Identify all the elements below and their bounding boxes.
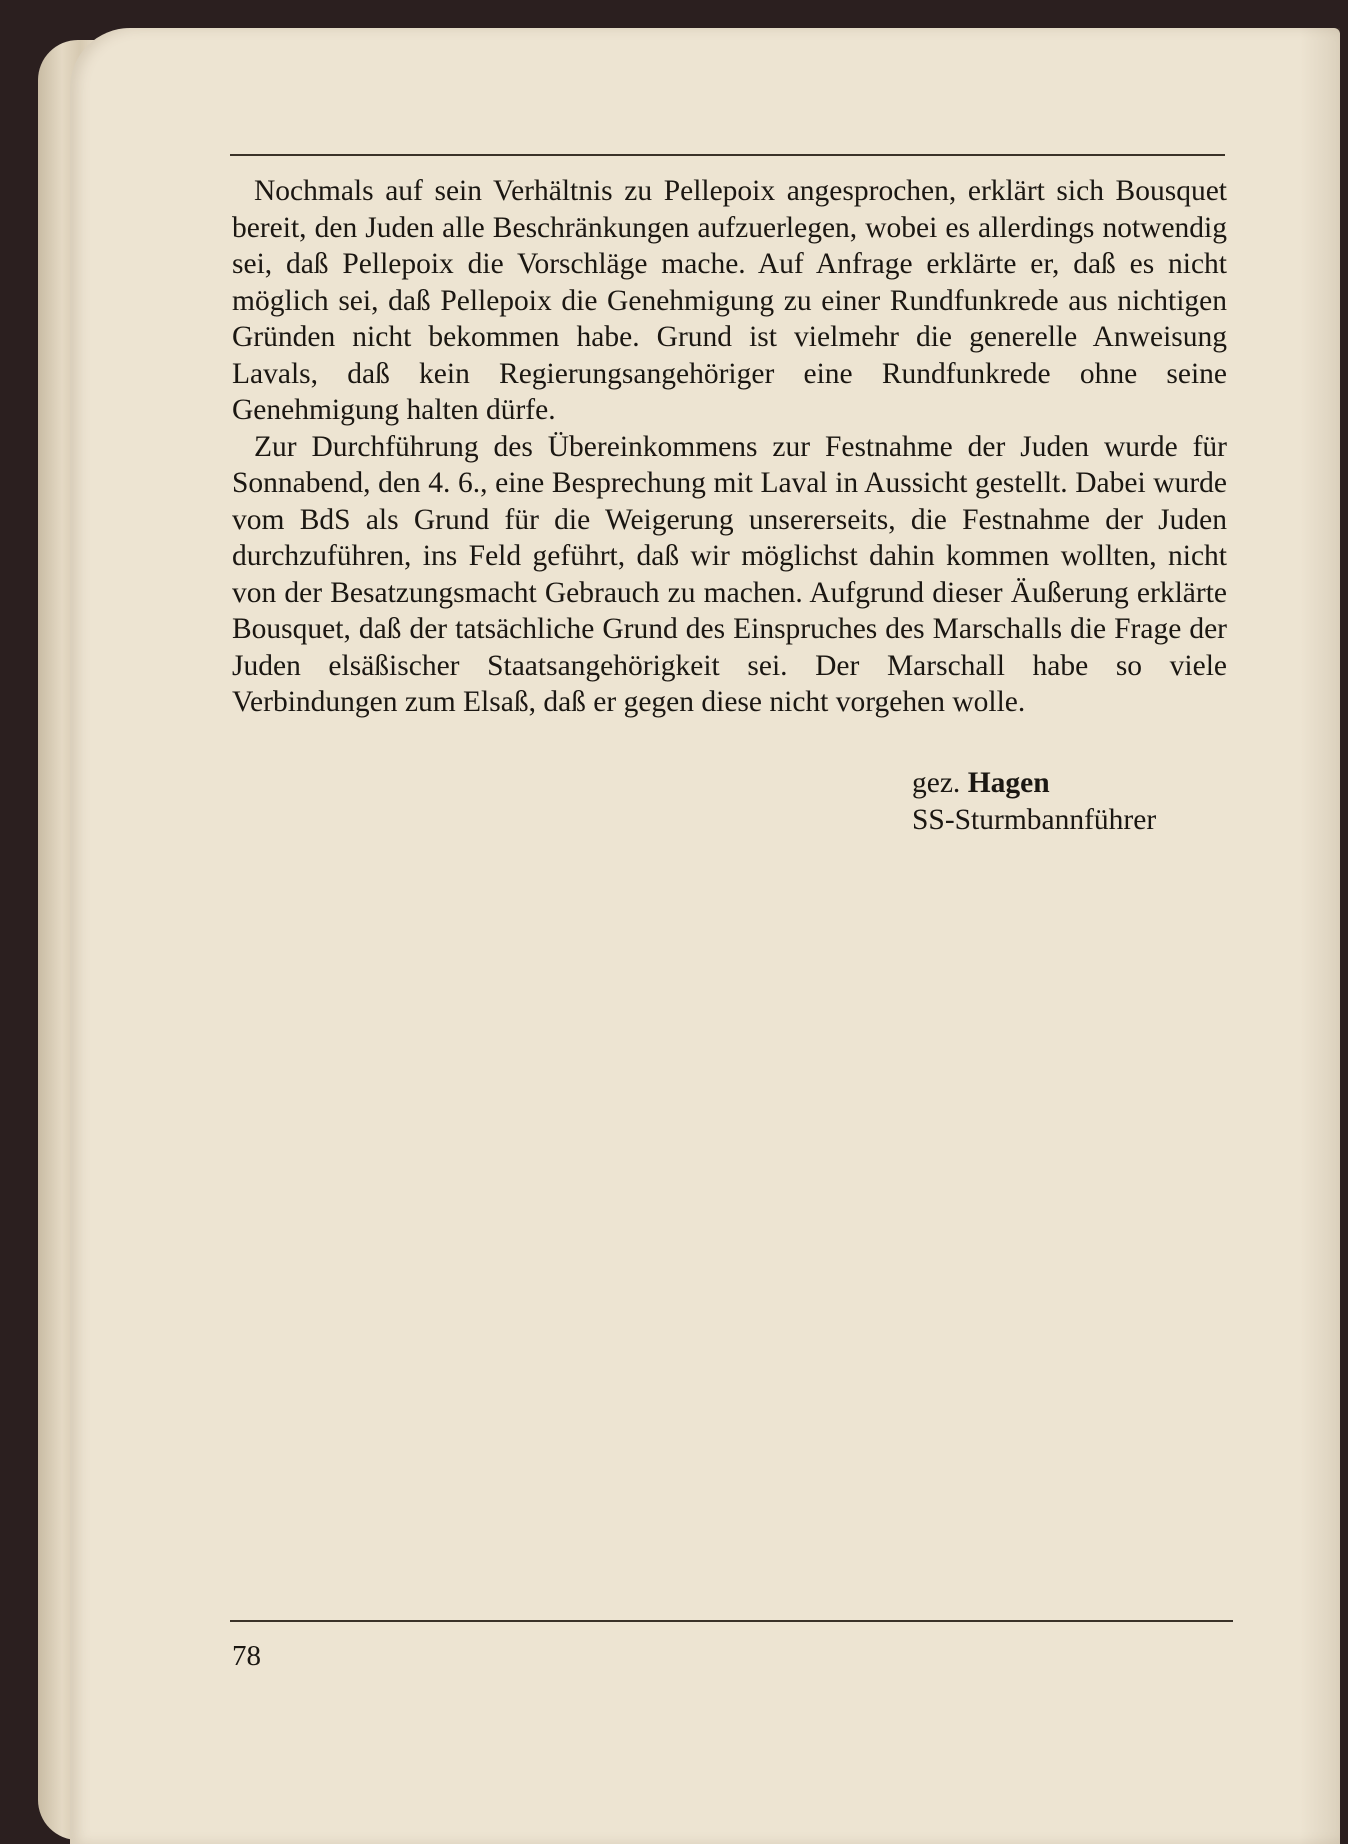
signature-name: Hagen (967, 767, 1050, 799)
signature-prefix: gez. (912, 767, 961, 799)
page-number: 78 (232, 1640, 261, 1672)
body-text (232, 173, 1227, 721)
top-rule (230, 154, 1225, 156)
paragraph-2: Zur Durchführung des Übereinkommens zur Festnahme der Juden wurde für Sonnabend, den 4. 6., eine Besprechung mit Laval in Aussicht gestellt. Dabei wurde vom BdS als Grund für die Weigerung unsererseits, die Festnahme der Juden durchzuführen, ins Feld geführt, daß wir möglichst dahin kommen wollten, nicht von der Besatzungsmacht Gebrauch zu machen. Aufgrund dieser Äußerung erklärte Bousquet, daß der tatsächliche Grund des Einspruches des Marschalls die Frage der Juden elsäßischer Staatsangehörigkeit sei. Der Marschall habe so viele Verbindungen zum Elsaß, daß er gegen diese nicht vorgehen wolle. (232, 430, 1227, 718)
signature-block (912, 765, 1156, 839)
signature-rank: SS-Sturmbannführer (912, 804, 1157, 836)
signature-line (912, 765, 1156, 802)
bottom-rule (230, 1620, 1233, 1622)
page-gutter-shadow (1300, 28, 1340, 1844)
paragraph-1: Nochmals auf sein Verhältnis zu Pellepoix angesprochen, erklärt sich Bousquet bereit, den Juden alle Beschränkungen aufzuerlegen, wobei es allerdings notwendig sei, daß Pellepoix die Vorschläge mache. Auf Anfrage erklärte er, daß es nicht möglich sei, daß Pellepoix die Genehmigung zu einer Rundfunkrede aus nichtigen Gründen nicht bekommen habe. Grund ist vielmehr die generelle Anweisung Lavals, daß kein Regierungsangehöriger eine Rundfunkrede ohne seine Genehmigung halten dürfe. (232, 175, 1227, 426)
